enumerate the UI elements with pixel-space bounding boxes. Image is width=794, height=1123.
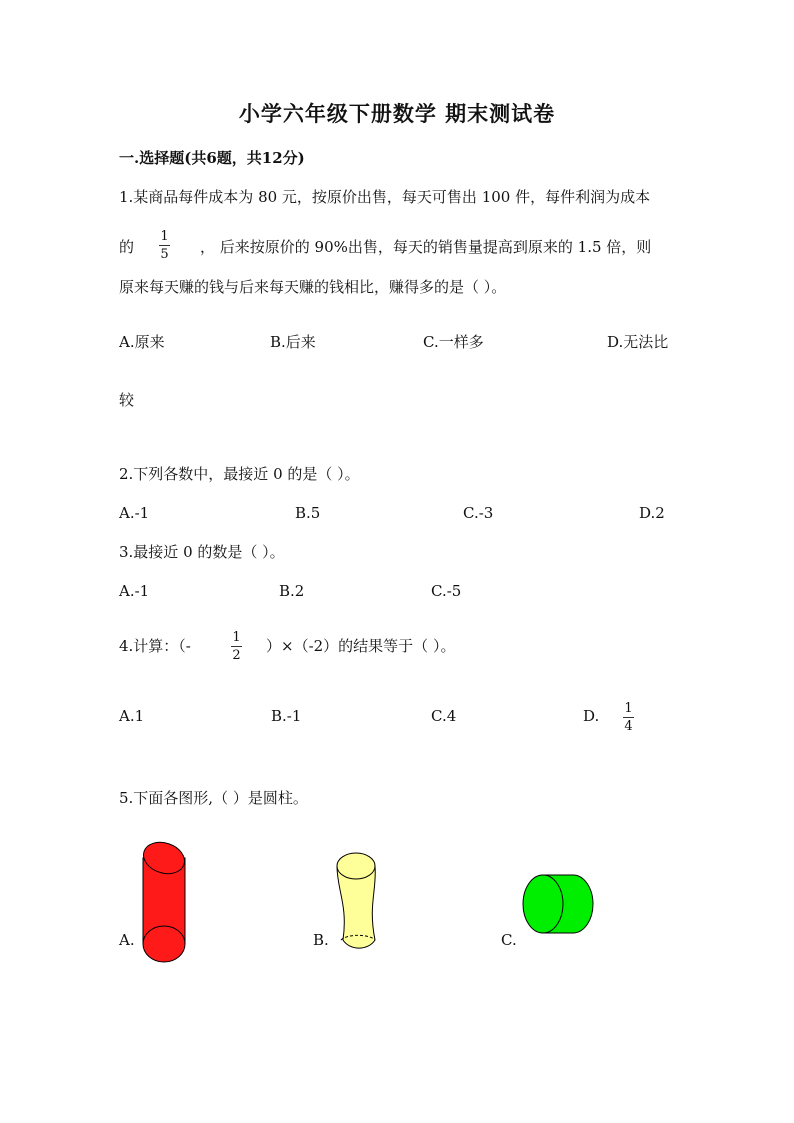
q4-prefix: 4.计算：（- [119, 637, 191, 655]
q5-option-c[interactable]: C. [501, 931, 517, 949]
q4-option-d[interactable]: D. [583, 707, 600, 725]
q1-line2-suffix: ， 后来按原价的 90%出售，每天的销售量提高到原来的 1.5 倍，则 [200, 238, 652, 256]
fraction-bar [159, 245, 170, 246]
q5-text: 5.下面各图形,（ ）是圆柱。 [119, 789, 308, 807]
q5-option-b[interactable]: B. [313, 931, 329, 949]
q1-line2-prefix: 的 [119, 238, 135, 256]
red-cylinder-figure [138, 840, 194, 968]
q1-option-b[interactable]: B.后来 [270, 333, 316, 351]
fraction-bar [623, 717, 634, 718]
q1-option-a[interactable]: A.原来 [119, 333, 165, 351]
q1-fraction [159, 229, 170, 262]
q1-fraction-denominator: 5 [160, 247, 169, 262]
q4-option-d-fraction [623, 701, 634, 734]
q2-option-b[interactable]: B.5 [295, 504, 321, 522]
fraction-bar [231, 646, 242, 647]
q1-line1: 1.某商品每件成本为 80 元，按原价出售，每天可售出 100 件，每件利润为成本 [119, 188, 651, 206]
green-cylinder-figure [521, 872, 597, 936]
q5-option-a[interactable]: A. [119, 931, 135, 949]
q1-line3: 原来每天赚的钱与后来每天赚的钱相比，赚得多的是（ ）。 [119, 278, 507, 296]
q2-option-c[interactable]: C.-3 [463, 504, 494, 522]
green-cylinder-shape [523, 875, 593, 933]
red-cylinder-shape [139, 840, 188, 962]
q2-text: 2.下列各数中，最接近 0 的是（ ）。 [119, 465, 360, 483]
q3-option-b[interactable]: B.2 [279, 582, 305, 600]
q4-option-b[interactable]: B.-1 [271, 707, 302, 725]
q1-option-d[interactable]: D.无法比 [607, 333, 669, 351]
q3-option-a[interactable]: A.-1 [119, 582, 150, 600]
yellow-hourglass-figure [330, 850, 382, 966]
page-title: 小学六年级下册数学 期末测试卷 [238, 101, 556, 126]
q4-d-fraction-numerator: 1 [624, 701, 633, 716]
q4-fraction [231, 630, 242, 663]
section-heading: 一.选择题(共6题，共12分) [119, 149, 305, 167]
q4-d-fraction-denominator: 4 [624, 719, 633, 734]
q4-fraction-denominator: 2 [232, 648, 241, 663]
q1-option-c[interactable]: C.一样多 [423, 333, 484, 351]
q2-option-a[interactable]: A.-1 [119, 504, 150, 522]
q3-option-c[interactable]: C.-5 [431, 582, 462, 600]
q4-option-a[interactable]: A.1 [119, 707, 145, 725]
q4-option-c[interactable]: C.4 [431, 707, 457, 725]
q4-suffix: ）×（-2）的结果等于（ ）。 [266, 637, 456, 655]
q1-option-d-wrap: 较 [119, 391, 135, 409]
yellow-hourglass-shape [337, 853, 375, 948]
q1-fraction-numerator: 1 [160, 229, 169, 244]
q4-fraction-numerator: 1 [232, 630, 241, 645]
q3-text: 3.最接近 0 的数是（ ）。 [119, 543, 285, 561]
q2-option-d[interactable]: D.2 [639, 504, 665, 522]
